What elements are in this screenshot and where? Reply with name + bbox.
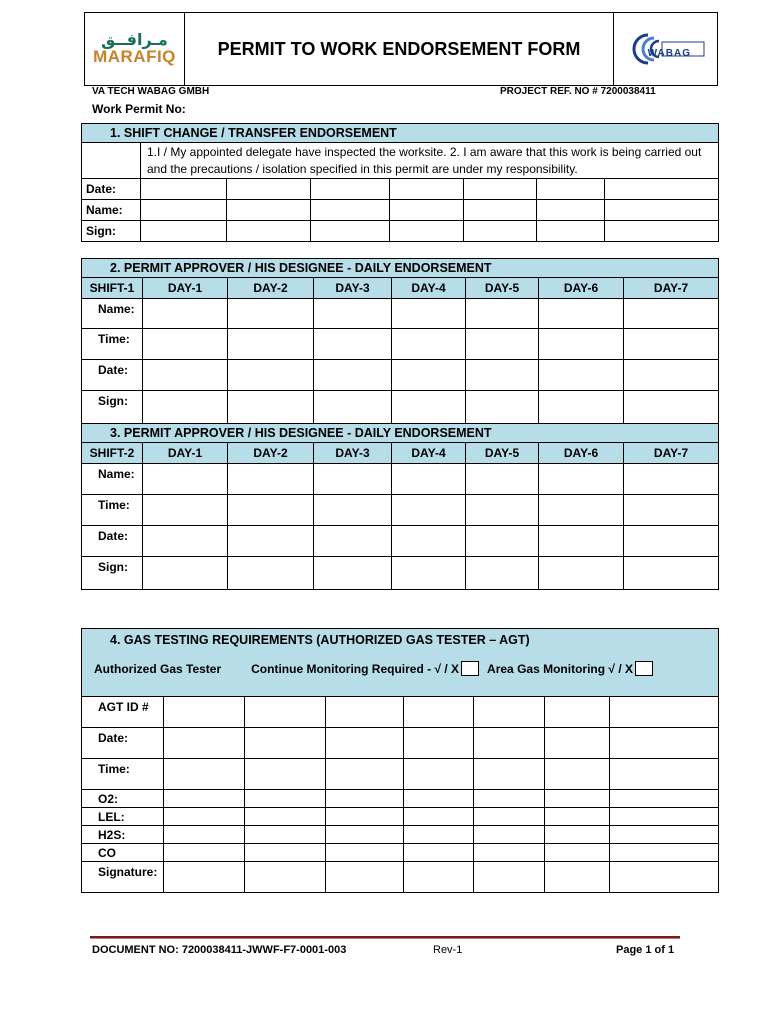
section1-row-label: Name: — [82, 200, 141, 221]
marafiq-logo-arabic: مـرافــق — [101, 30, 168, 49]
day-header: DAY-2 — [228, 443, 314, 464]
entry-cell[interactable] — [141, 179, 227, 200]
monitoring-label: Continue Monitoring Required - √ / X — [251, 661, 460, 676]
entry-cell[interactable] — [545, 697, 610, 728]
entry-cell[interactable] — [326, 826, 404, 844]
entry-cell[interactable] — [624, 360, 719, 391]
entry-cell[interactable] — [143, 329, 228, 360]
entry-cell[interactable] — [624, 299, 719, 329]
entry-cell[interactable] — [228, 329, 314, 360]
agt-label: Authorized Gas Tester — [94, 661, 222, 676]
section4-options — [82, 661, 718, 676]
entry-cell[interactable] — [228, 299, 314, 329]
gas-row-label: CO — [82, 844, 164, 862]
entry-cell[interactable] — [610, 844, 719, 862]
area-monitoring-label: Area Gas Monitoring √ / X — [487, 661, 633, 676]
entry-cell[interactable] — [227, 221, 311, 242]
shift1-row-label: Name: — [82, 299, 143, 329]
entry-cell[interactable] — [392, 391, 466, 424]
entry-cell[interactable] — [466, 391, 539, 424]
entry-cell[interactable] — [474, 808, 545, 826]
entry-cell[interactable] — [314, 329, 392, 360]
entry-cell[interactable] — [392, 557, 466, 590]
shift-1-header: SHIFT-1 — [82, 278, 143, 299]
gas-row-label: O2: — [82, 790, 164, 808]
page-number: Page 1 of 1 — [616, 944, 675, 956]
entry-cell[interactable] — [474, 759, 545, 790]
shift-change-table — [81, 123, 719, 242]
section1-row-label: Date: — [82, 179, 141, 200]
entry-cell[interactable] — [466, 360, 539, 391]
entry-cell[interactable] — [228, 391, 314, 424]
entry-cell[interactable] — [537, 179, 605, 200]
entry-cell[interactable] — [545, 728, 610, 759]
entry-cell[interactable] — [624, 495, 719, 526]
entry-cell[interactable] — [228, 526, 314, 557]
entry-cell[interactable] — [143, 526, 228, 557]
entry-cell[interactable] — [143, 360, 228, 391]
entry-cell[interactable] — [474, 790, 545, 808]
section1-statement: 1.I / My appointed delegate have inspected the worksite. 2. I am aware that this work is being carried out and the precautions / isolation specified in this permit are under my responsibility. — [141, 143, 719, 179]
day-header: DAY-1 — [143, 278, 228, 299]
entry-cell[interactable] — [545, 759, 610, 790]
entry-cell[interactable] — [326, 697, 404, 728]
entry-cell[interactable] — [464, 221, 537, 242]
section1-blank-cell — [82, 143, 141, 179]
entry-cell[interactable] — [245, 759, 326, 790]
entry-cell[interactable] — [537, 200, 605, 221]
entry-cell[interactable] — [245, 844, 326, 862]
entry-cell[interactable] — [404, 808, 474, 826]
entry-cell[interactable] — [537, 221, 605, 242]
entry-cell[interactable] — [404, 790, 474, 808]
entry-cell[interactable] — [545, 826, 610, 844]
entry-cell[interactable] — [326, 844, 404, 862]
section3-title: 3. PERMIT APPROVER / HIS DESIGNEE - DAILY ENDORSEMENT — [82, 424, 719, 443]
entry-cell[interactable] — [605, 221, 719, 242]
entry-cell[interactable] — [539, 495, 624, 526]
entry-cell[interactable] — [610, 759, 719, 790]
entry-cell[interactable] — [164, 697, 245, 728]
entry-cell[interactable] — [392, 526, 466, 557]
entry-cell[interactable] — [539, 557, 624, 590]
form-title: PERMIT TO WORK ENDORSEMENT FORM — [217, 38, 581, 59]
entry-cell[interactable] — [624, 329, 719, 360]
entry-cell[interactable] — [326, 862, 404, 893]
revision: Rev-1 — [433, 944, 463, 956]
entry-cell[interactable] — [164, 790, 245, 808]
day-header: DAY-2 — [228, 278, 314, 299]
entry-cell[interactable] — [404, 862, 474, 893]
gas-row-label: LEL: — [82, 808, 164, 826]
day-header: DAY-5 — [466, 443, 539, 464]
shift1-row-label: Time: — [82, 329, 143, 360]
project-ref: PROJECT REF. NO # 7200038411 — [500, 86, 656, 97]
area-monitoring-checkbox[interactable] — [635, 661, 653, 676]
entry-cell[interactable] — [143, 557, 228, 590]
entry-cell[interactable] — [605, 200, 719, 221]
entry-cell[interactable] — [610, 728, 719, 759]
entry-cell[interactable] — [545, 808, 610, 826]
company-name: VA TECH WABAG GMBH — [92, 86, 210, 97]
entry-cell[interactable] — [466, 464, 539, 495]
entry-cell[interactable] — [466, 495, 539, 526]
entry-cell[interactable] — [311, 179, 390, 200]
day-header: DAY-3 — [314, 278, 392, 299]
shift2-row-label: Sign: — [82, 557, 143, 590]
entry-cell[interactable] — [610, 808, 719, 826]
section1-title: 1. SHIFT CHANGE / TRANSFER ENDORSEMENT — [82, 124, 719, 143]
entry-cell[interactable] — [141, 200, 227, 221]
entry-cell[interactable] — [311, 221, 390, 242]
marafiq-logo-english: MARAFIQ — [93, 47, 176, 66]
day-header: DAY-1 — [143, 443, 228, 464]
entry-cell[interactable] — [404, 844, 474, 862]
day-header: DAY-6 — [539, 278, 624, 299]
entry-cell[interactable] — [314, 299, 392, 329]
section1-row-label: Sign: — [82, 221, 141, 242]
entry-cell[interactable] — [392, 329, 466, 360]
entry-cell[interactable] — [228, 464, 314, 495]
section2-title: 2. PERMIT APPROVER / HIS DESIGNEE - DAILY ENDORSEMENT — [82, 259, 719, 278]
entry-cell[interactable] — [539, 464, 624, 495]
entry-cell[interactable] — [466, 329, 539, 360]
shift1-row-label: Sign: — [82, 391, 143, 424]
day-header: DAY-3 — [314, 443, 392, 464]
entry-cell[interactable] — [466, 299, 539, 329]
entry-cell[interactable] — [610, 826, 719, 844]
entry-cell[interactable] — [610, 862, 719, 893]
entry-cell[interactable] — [314, 495, 392, 526]
entry-cell[interactable] — [245, 697, 326, 728]
entry-cell[interactable] — [404, 728, 474, 759]
entry-cell[interactable] — [164, 862, 245, 893]
wabag-logo — [613, 13, 717, 85]
entry-cell[interactable] — [314, 391, 392, 424]
entry-cell[interactable] — [404, 826, 474, 844]
entry-cell[interactable] — [245, 826, 326, 844]
entry-cell[interactable] — [228, 495, 314, 526]
entry-cell[interactable] — [228, 557, 314, 590]
day-header: DAY-6 — [539, 443, 624, 464]
shift-2-header: SHIFT-2 — [82, 443, 143, 464]
entry-cell[interactable] — [392, 495, 466, 526]
entry-cell[interactable] — [404, 759, 474, 790]
entry-cell[interactable] — [466, 557, 539, 590]
entry-cell[interactable] — [314, 526, 392, 557]
day-header: DAY-5 — [466, 278, 539, 299]
entry-cell[interactable] — [464, 179, 537, 200]
wabag-logo-text: WABAG — [647, 48, 691, 59]
gas-row-label: Time: — [82, 759, 164, 790]
daily-endorsement-table — [81, 258, 719, 590]
marafiq-logo — [85, 13, 185, 85]
entry-cell[interactable] — [143, 495, 228, 526]
day-header: DAY-7 — [624, 278, 719, 299]
entry-cell[interactable] — [474, 862, 545, 893]
entry-cell[interactable] — [474, 728, 545, 759]
entry-cell[interactable] — [311, 200, 390, 221]
entry-cell[interactable] — [545, 844, 610, 862]
entry-cell[interactable] — [227, 200, 311, 221]
entry-cell[interactable] — [545, 862, 610, 893]
entry-cell[interactable] — [164, 826, 245, 844]
day-header: DAY-7 — [624, 443, 719, 464]
entry-cell[interactable] — [464, 200, 537, 221]
day-header: DAY-4 — [392, 443, 466, 464]
entry-cell[interactable] — [326, 728, 404, 759]
monitoring-checkbox[interactable] — [461, 661, 479, 676]
form-header — [84, 12, 718, 86]
shift2-row-label: Name: — [82, 464, 143, 495]
document-number: DOCUMENT NO: 7200038411-JWWF-F7-0001-003 — [92, 944, 347, 956]
entry-cell[interactable] — [164, 728, 245, 759]
gas-row-label: Date: — [82, 728, 164, 759]
entry-cell[interactable] — [326, 759, 404, 790]
entry-cell[interactable] — [164, 808, 245, 826]
entry-cell[interactable] — [624, 526, 719, 557]
entry-cell[interactable] — [245, 808, 326, 826]
entry-cell[interactable] — [326, 790, 404, 808]
entry-cell[interactable] — [539, 391, 624, 424]
entry-cell[interactable] — [466, 526, 539, 557]
entry-cell[interactable] — [227, 179, 311, 200]
section4-title: 4. GAS TESTING REQUIREMENTS (AUTHORIZED GAS TESTER – AGT) — [110, 633, 530, 647]
entry-cell[interactable] — [326, 808, 404, 826]
entry-cell[interactable] — [141, 221, 227, 242]
day-header: DAY-4 — [392, 278, 466, 299]
entry-cell[interactable] — [390, 221, 464, 242]
entry-cell[interactable] — [610, 790, 719, 808]
entry-cell[interactable] — [143, 391, 228, 424]
entry-cell[interactable] — [245, 862, 326, 893]
entry-cell[interactable] — [474, 697, 545, 728]
entry-cell[interactable] — [228, 360, 314, 391]
entry-cell[interactable] — [314, 464, 392, 495]
entry-cell[interactable] — [474, 844, 545, 862]
entry-cell[interactable] — [245, 790, 326, 808]
entry-cell[interactable] — [245, 728, 326, 759]
gas-row-label: AGT ID # — [82, 697, 164, 728]
gas-testing-table — [81, 628, 719, 893]
entry-cell[interactable] — [314, 360, 392, 391]
entry-cell[interactable] — [605, 179, 719, 200]
entry-cell[interactable] — [392, 360, 466, 391]
entry-cell[interactable] — [314, 557, 392, 590]
entry-cell[interactable] — [610, 697, 719, 728]
entry-cell[interactable] — [390, 200, 464, 221]
entry-cell[interactable] — [392, 299, 466, 329]
entry-cell[interactable] — [164, 844, 245, 862]
entry-cell[interactable] — [545, 790, 610, 808]
entry-cell[interactable] — [143, 299, 228, 329]
entry-cell[interactable] — [474, 826, 545, 844]
entry-cell[interactable] — [390, 179, 464, 200]
entry-cell[interactable] — [392, 464, 466, 495]
shift2-row-label: Time: — [82, 495, 143, 526]
entry-cell[interactable] — [624, 464, 719, 495]
shift1-row-label: Date: — [82, 360, 143, 391]
entry-cell[interactable] — [539, 360, 624, 391]
entry-cell[interactable] — [539, 329, 624, 360]
gas-row-label: H2S: — [82, 826, 164, 844]
footer-divider — [90, 936, 680, 939]
entry-cell[interactable] — [624, 391, 719, 424]
entry-cell[interactable] — [164, 759, 245, 790]
entry-cell[interactable] — [404, 697, 474, 728]
gas-row-label: Signature: — [82, 862, 164, 893]
work-permit-label: Work Permit No: — [92, 102, 186, 116]
entry-cell[interactable] — [539, 526, 624, 557]
section4-header — [82, 629, 719, 697]
entry-cell[interactable] — [539, 299, 624, 329]
entry-cell[interactable] — [143, 464, 228, 495]
entry-cell[interactable] — [624, 557, 719, 590]
shift2-row-label: Date: — [82, 526, 143, 557]
